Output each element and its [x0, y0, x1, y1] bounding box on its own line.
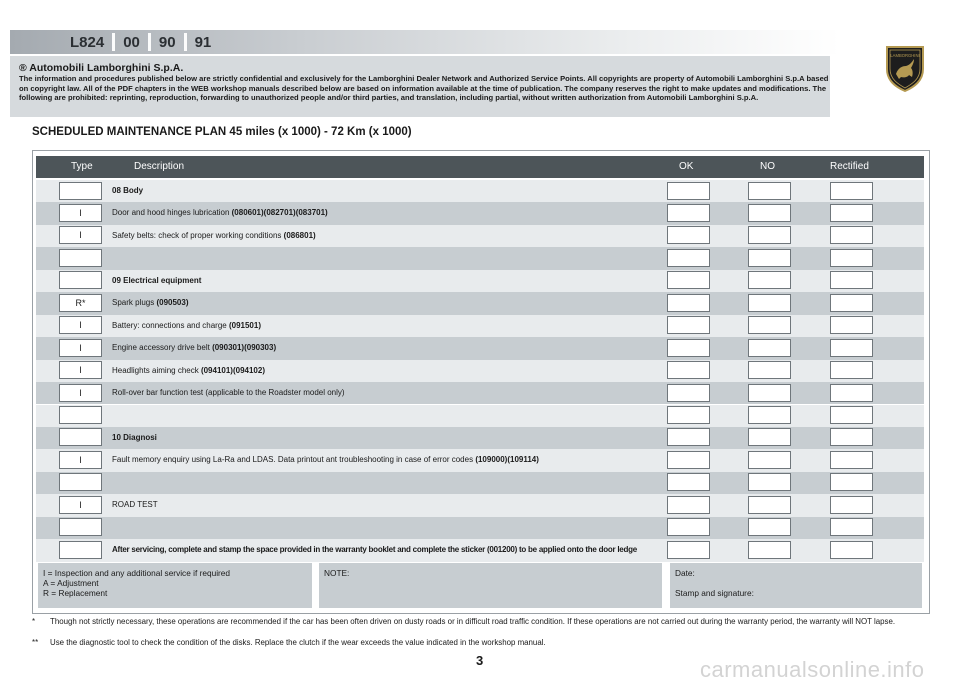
- table-row: [36, 472, 924, 494]
- code-section: 91: [194, 33, 212, 51]
- table-row: [36, 202, 924, 224]
- type-cell: [59, 271, 102, 289]
- rectified-checkbox[interactable]: [830, 226, 873, 244]
- operation-codes: (080601)(082701)(083701): [231, 208, 328, 218]
- type-cell: I: [59, 361, 102, 379]
- svg-text:LAMBORGHINI: LAMBORGHINI: [890, 53, 920, 58]
- code-divider: [112, 33, 115, 51]
- rectified-checkbox[interactable]: [830, 182, 873, 200]
- no-checkbox[interactable]: [748, 249, 791, 267]
- table-row: [36, 315, 924, 337]
- description-text: 09 Electrical equipment: [112, 275, 202, 285]
- rectified-checkbox[interactable]: [830, 428, 873, 446]
- no-checkbox[interactable]: [748, 451, 791, 469]
- date-stamp-box: [670, 563, 922, 608]
- ok-checkbox[interactable]: [667, 473, 710, 491]
- ok-checkbox[interactable]: [667, 496, 710, 514]
- lamborghini-logo-icon: [884, 44, 926, 92]
- ok-checkbox[interactable]: [667, 518, 710, 536]
- table-row: [36, 360, 924, 382]
- description-cell: [112, 388, 345, 397]
- description-cell: [112, 366, 265, 375]
- no-checkbox[interactable]: [748, 294, 791, 312]
- table-row: [36, 539, 924, 561]
- copyright-title: ® Automobili Lamborghini S.p.A.: [19, 62, 184, 74]
- copyright-text: The information and procedures published below are strictly confidential and exclusively for the Lamborghini Dealer Network and Authorized Service Points. All copyrights are property of Automobili Lamborghini S.p.A based on copyright law. All of the PDF chapters in the WEB workshop manuals described below are based on information available at the time of publication. The company reserves the right to make updates and modifications. The following are prohibited: reprinting, reproduction, forwarding to unauthorized people and/or third parties, and translation, including partial, without written authorization from Automobili Lamborghini S.p.A.: [19, 74, 829, 103]
- column-rectified: Rectified: [830, 161, 869, 172]
- no-checkbox[interactable]: [748, 541, 791, 559]
- ok-checkbox[interactable]: [667, 428, 710, 446]
- legend-replacement: R = Replacement: [43, 588, 108, 598]
- rectified-checkbox[interactable]: [830, 451, 873, 469]
- table-row: [36, 225, 924, 247]
- legend-box: [38, 563, 312, 608]
- description-cell: [112, 186, 143, 195]
- description-cell: [112, 545, 637, 554]
- type-cell: I: [59, 316, 102, 334]
- no-checkbox[interactable]: [748, 182, 791, 200]
- ok-checkbox[interactable]: [667, 339, 710, 357]
- stamp-label: Stamp and signature:: [675, 588, 754, 598]
- table-row: [36, 517, 924, 539]
- operation-codes: (091501): [228, 320, 261, 330]
- description-text: Roll-over bar function test (applicable to the Roadster model only): [112, 388, 345, 398]
- rectified-checkbox[interactable]: [830, 384, 873, 402]
- type-cell: [59, 518, 102, 536]
- code-divider: [148, 33, 151, 51]
- description-text: Fault memory enquiry using La-Ra and LDAS. Data printout ant troubleshooting in case of error codes: [112, 455, 476, 465]
- table-row: [36, 292, 924, 314]
- description-cell: [112, 433, 157, 442]
- column-description: Description: [134, 161, 185, 172]
- ok-checkbox[interactable]: [667, 294, 710, 312]
- description-cell: [112, 343, 276, 352]
- no-checkbox[interactable]: [748, 316, 791, 334]
- rectified-checkbox[interactable]: [830, 361, 873, 379]
- type-cell: I: [59, 451, 102, 469]
- ok-checkbox[interactable]: [667, 384, 710, 402]
- ok-checkbox[interactable]: [667, 316, 710, 334]
- ok-checkbox[interactable]: [667, 541, 710, 559]
- plan-title: SCHEDULED MAINTENANCE PLAN 45 miles (x 1000) - 72 Km (x 1000): [32, 126, 412, 138]
- description-text: After servicing, complete and stamp the space provided in the warranty booklet and complete the sticker (001200) to be applied onto the door ledge: [112, 545, 637, 555]
- type-cell: [59, 541, 102, 559]
- table-row: [36, 180, 924, 202]
- ok-checkbox[interactable]: [667, 361, 710, 379]
- rectified-checkbox[interactable]: [830, 406, 873, 424]
- description-cell: [112, 298, 189, 307]
- description-text: 08 Body: [112, 186, 144, 195]
- ok-checkbox[interactable]: [667, 271, 710, 289]
- ok-checkbox[interactable]: [667, 182, 710, 200]
- description-cell: [112, 500, 158, 509]
- description-text: Safety belts: check of proper working conditions: [112, 230, 284, 240]
- no-checkbox[interactable]: [748, 339, 791, 357]
- rectified-checkbox[interactable]: [830, 473, 873, 491]
- description-cell: [112, 276, 201, 285]
- description-text: Spark plugs: [112, 298, 157, 308]
- code-group: 00: [123, 33, 140, 51]
- table-row: [36, 449, 924, 471]
- no-checkbox[interactable]: [748, 384, 791, 402]
- footnote-mark: *: [32, 617, 36, 626]
- rectified-checkbox[interactable]: [830, 294, 873, 312]
- table-row: [36, 337, 924, 359]
- description-text: Battery: connections and charge: [112, 320, 229, 330]
- rectified-checkbox[interactable]: [830, 249, 873, 267]
- table-row: [36, 382, 924, 404]
- ok-checkbox[interactable]: [667, 226, 710, 244]
- operation-codes: (109000)(109114): [475, 455, 539, 465]
- note-label: NOTE:: [324, 568, 350, 578]
- code-divider: [184, 33, 187, 51]
- table-row: [36, 405, 924, 427]
- type-cell: I: [59, 496, 102, 514]
- table-row: [36, 494, 924, 516]
- rectified-checkbox[interactable]: [830, 541, 873, 559]
- type-cell: [59, 249, 102, 267]
- type-cell: [59, 428, 102, 446]
- table-row: [36, 247, 924, 269]
- operation-codes: (094101)(094102): [200, 365, 265, 375]
- rectified-checkbox[interactable]: [830, 204, 873, 222]
- no-checkbox[interactable]: [748, 473, 791, 491]
- note-box: [319, 563, 662, 608]
- no-checkbox[interactable]: [748, 406, 791, 424]
- no-checkbox[interactable]: [748, 226, 791, 244]
- no-checkbox[interactable]: [748, 271, 791, 289]
- type-cell: R*: [59, 294, 102, 312]
- description-text: Headlights aiming check: [112, 365, 201, 375]
- rectified-checkbox[interactable]: [830, 518, 873, 536]
- type-cell: I: [59, 339, 102, 357]
- ok-checkbox[interactable]: [667, 204, 710, 222]
- description-text: Engine accessory drive belt: [112, 343, 213, 353]
- column-type: Type: [71, 161, 93, 172]
- description-text: 10 Diagnosi: [112, 432, 157, 442]
- no-checkbox[interactable]: [748, 204, 791, 222]
- rectified-checkbox[interactable]: [830, 271, 873, 289]
- rectified-checkbox[interactable]: [830, 496, 873, 514]
- operation-codes: (086801): [283, 230, 316, 240]
- no-checkbox[interactable]: [748, 518, 791, 536]
- ok-checkbox[interactable]: [667, 406, 710, 424]
- footnote-text: Though not strictly necessary, these operations are recommended if the car has been often driven on dusty roads or in difficult road traffic condition. If these operations are not carried out during the warranty period, the warranty will NOT lapse.: [50, 617, 896, 626]
- operation-codes: (090503): [156, 298, 189, 308]
- no-checkbox[interactable]: [748, 496, 791, 514]
- column-no: NO: [760, 161, 775, 172]
- page-number: 3: [476, 653, 484, 668]
- type-cell: [59, 182, 102, 200]
- footnote-text: Use the diagnostic tool to check the condition of the disks. Replace the clutch if the wear exceeds the value indicated in the workshop manual.: [50, 638, 546, 647]
- type-cell: I: [59, 204, 102, 222]
- type-cell: [59, 406, 102, 424]
- footnote-mark: **: [32, 638, 39, 647]
- description-cell: [112, 321, 261, 330]
- type-cell: I: [59, 226, 102, 244]
- rectified-checkbox[interactable]: [830, 316, 873, 334]
- description-text: ROAD TEST: [112, 500, 158, 510]
- table-row: [36, 270, 924, 292]
- date-label: Date:: [675, 568, 695, 578]
- no-checkbox[interactable]: [748, 361, 791, 379]
- rectified-checkbox[interactable]: [830, 339, 873, 357]
- description-cell: [112, 231, 316, 240]
- description-cell: [112, 455, 539, 464]
- legend-inspection: I = Inspection and any additional service if required: [43, 568, 231, 578]
- no-checkbox[interactable]: [748, 428, 791, 446]
- ok-checkbox[interactable]: [667, 249, 710, 267]
- column-ok: OK: [679, 161, 694, 172]
- legend-adjustment: A = Adjustment: [43, 578, 99, 588]
- code-subgroup: 90: [158, 33, 176, 51]
- watermark: carmanualsonline.info: [700, 657, 925, 682]
- ok-checkbox[interactable]: [667, 451, 710, 469]
- type-cell: [59, 473, 102, 491]
- type-cell: I: [59, 384, 102, 402]
- table-row: [36, 427, 924, 449]
- operation-codes: (090301)(090303): [212, 343, 277, 353]
- description-cell: [112, 208, 328, 217]
- table-header: [36, 156, 924, 178]
- description-text: Door and hood hinges lubrication: [112, 208, 232, 218]
- document-codes: [62, 30, 219, 54]
- code-model: L824: [70, 33, 105, 51]
